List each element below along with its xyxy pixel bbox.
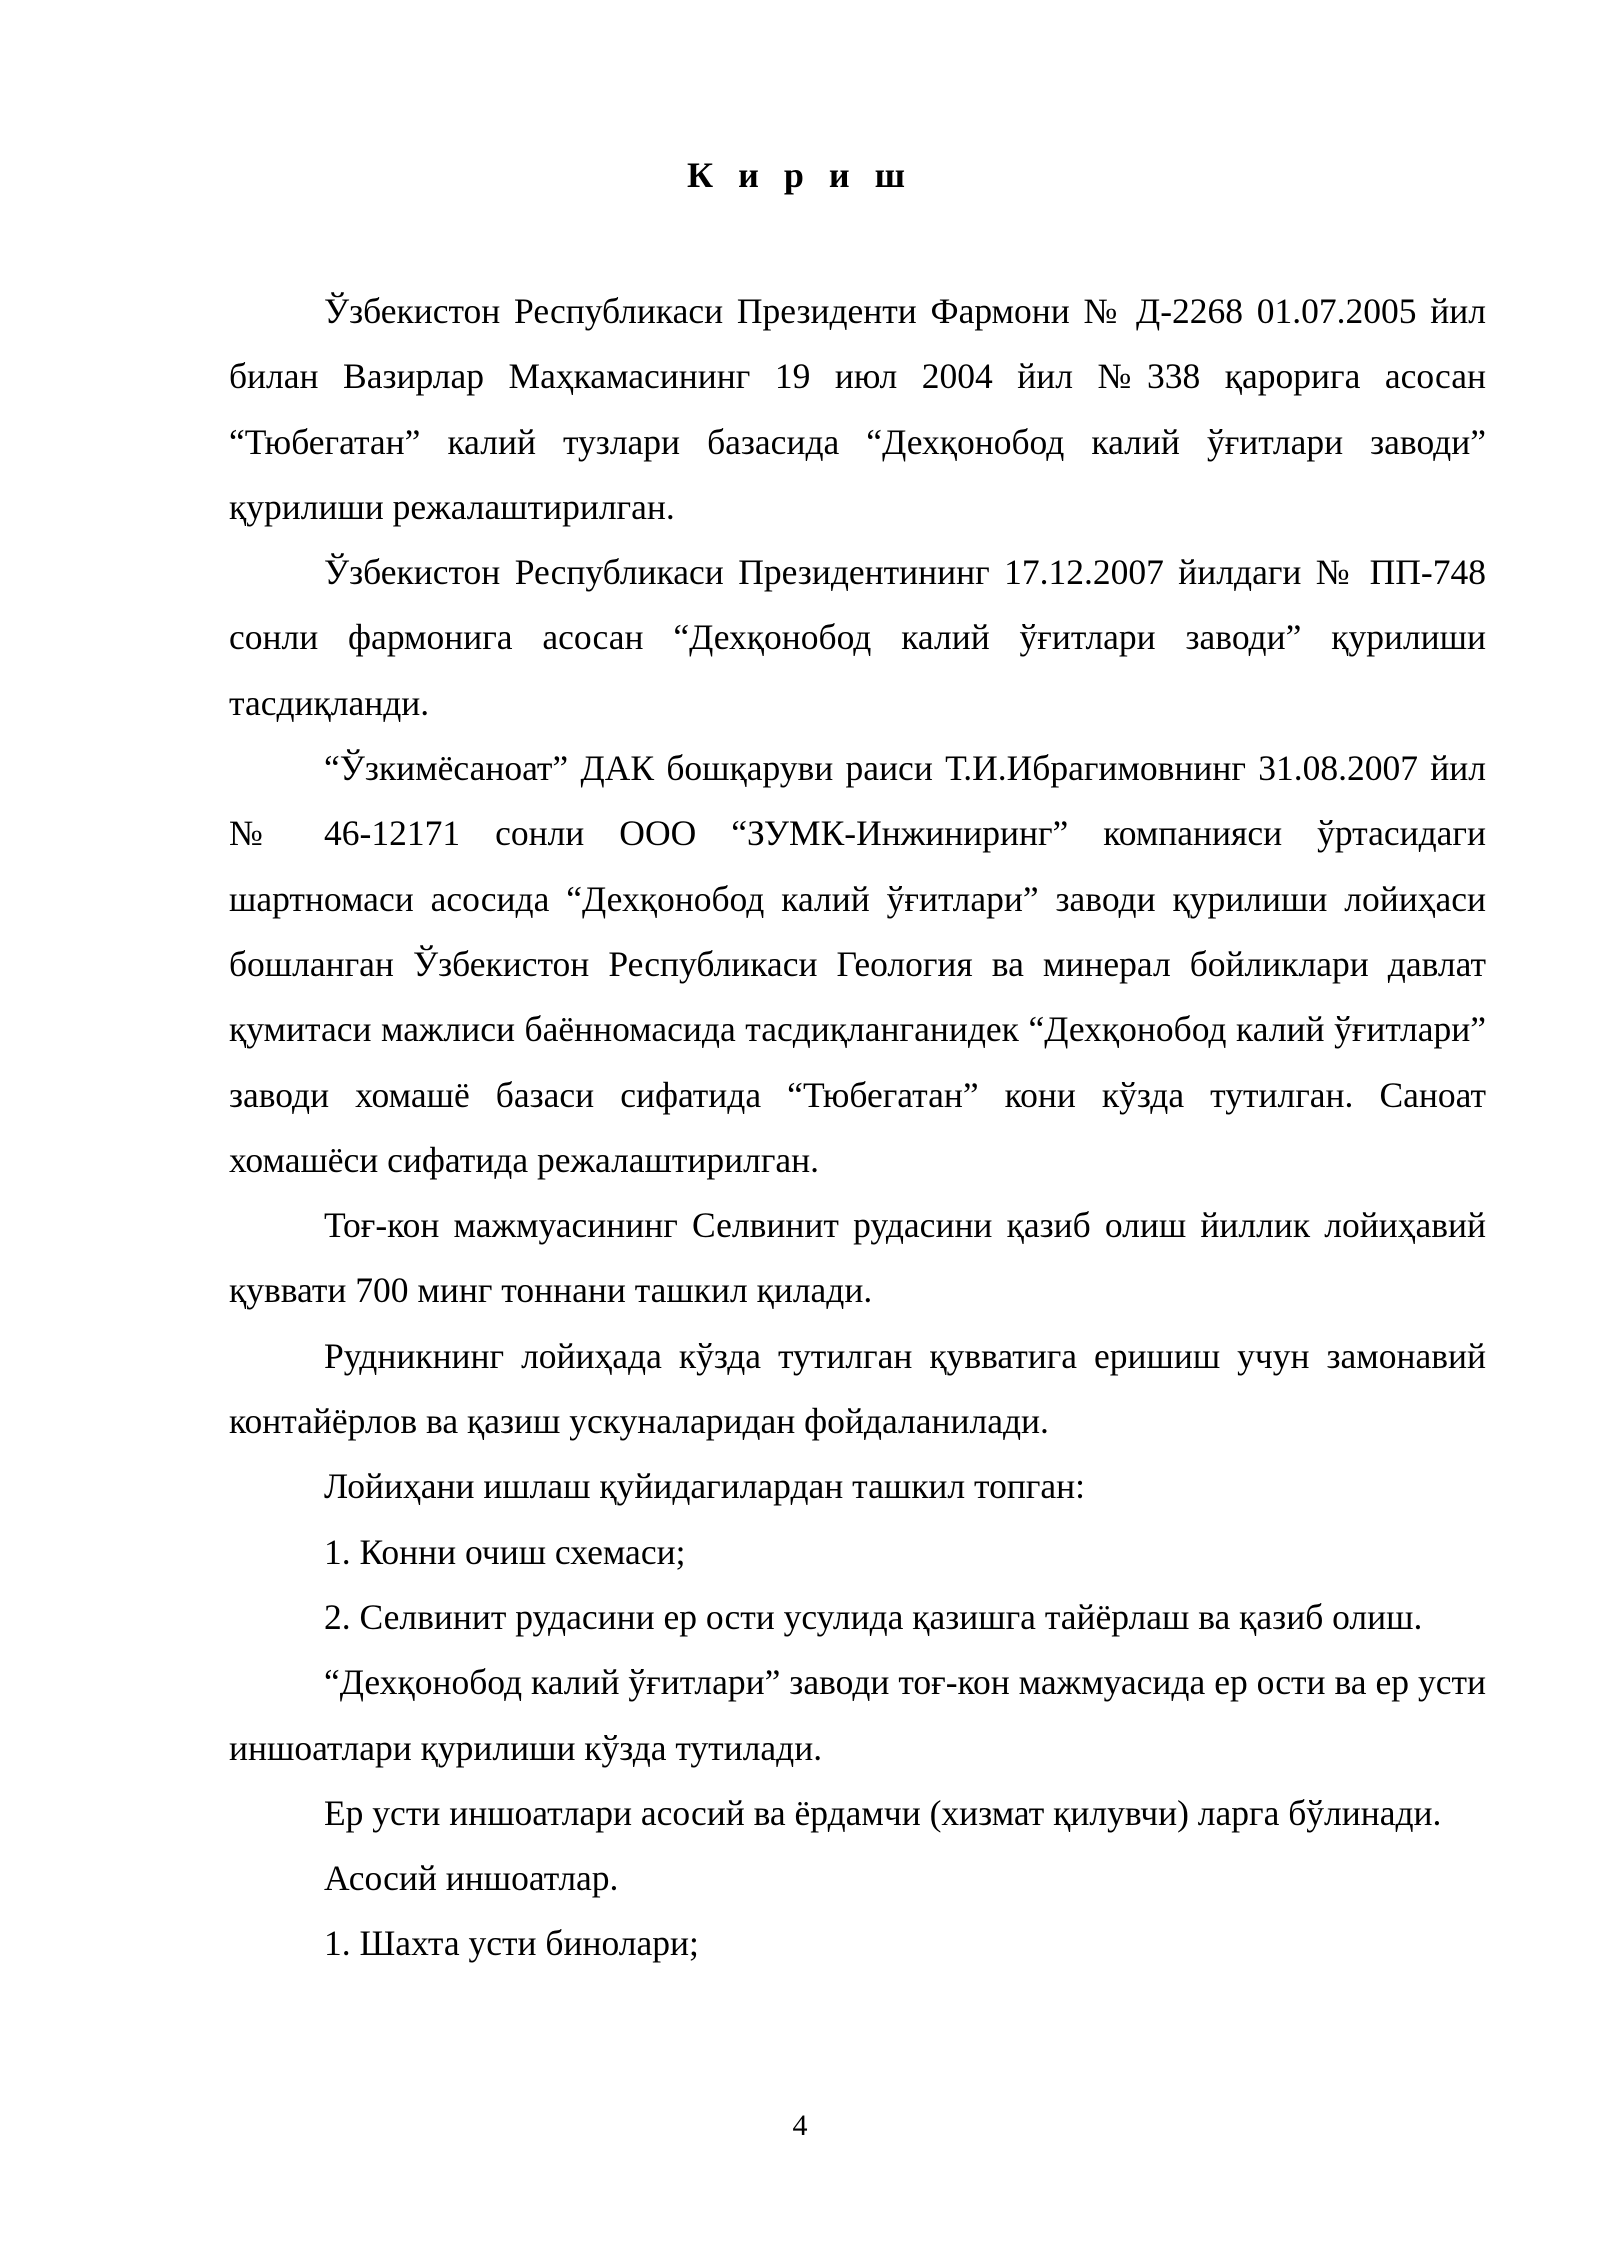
list-item-2: 2. Селвинит рудасини ер ости усулида қазишга тайёрлаш ва қазиб олиш. bbox=[324, 1596, 1423, 1637]
paragraph-main-facilities: Асосий иншоатлар. bbox=[324, 1858, 619, 1899]
document-body bbox=[229, 279, 1486, 1977]
paragraph-surface-facilities: Ер усти иншоатлари асосий ва ёрдамчи (хизмат қилувчи) ларга бўлинади. bbox=[324, 1792, 1442, 1833]
list-item-shaft-buildings: 1. Шахта усти бинолари; bbox=[324, 1923, 699, 1964]
paragraph-equipment: Рудникнинг лойиҳада кўзда тутилган қувватига еришиш учун замонавий контайёрлов ва қазиш ускуналаридан фойдаланилади. bbox=[229, 1335, 1486, 1442]
paragraph-project-intro: Лойиҳани ишлаш қуйидагилардан ташкил топган: bbox=[324, 1466, 1085, 1507]
page-title: К и р и ш bbox=[686, 155, 913, 195]
paragraph-facilities: “Дехқонобод калий ўғитлари” заводи тоғ-кон мажмуасида ер ости ва ер усти иншоатлари қурилиши кўзда тутилади. bbox=[229, 1662, 1486, 1768]
paragraph-uzkimyosanoat: “Ўзкимёсаноат” ДАК бошқаруви раиси Т.И.Ибрагимовнинг 31.08.2007 йил № 46-12171 сонли ООО “ЗУМК-Инжиниринг” компанияси ўртасидаги шартномаси асосида “Дехқонобод калий ўғитлари” заводи қурилиши лойиҳаси бошланган Ўзбекистон Республикаси Геология ва минерал бойликлари давлат қумитаси мажлиси баённомасида тасдиқланганидек “Дехқонобод калий ўғитлари” заводи хомашё базаси сифатида “Тюбегатан” кони кўзда тутилган. Саноат хомашёси сифатида режалаштирилган. bbox=[229, 748, 1486, 1180]
page-number: 4 bbox=[792, 2109, 808, 2142]
paragraph-capacity: Тоғ-кон мажмуасининг Селвинит рудасини қазиб олиш йиллик лойиҳавий қуввати 700 минг тоннани ташкил қилади. bbox=[229, 1205, 1486, 1311]
paragraph-decree-pp748: Ўзбекистон Республикаси Президентининг 17.12.2007 йилдаги № ПП-748 сонли фармонига асосан “Дехқонобод калий ўғитлари заводи” қурилиши тасдиқланди. bbox=[229, 552, 1486, 723]
paragraph-decree-2268: Ўзбекистон Республикаси Президенти Фармони № Д-2268 01.07.2005 йил билан Вазирлар Маҳкамасининг 19 июл 2004 йил №338 қарорига асосан “Тюбегатан” калий тузлари базасида “Дехқонобод калий ўғитлари заводи” қурилиши режалаштирилган. bbox=[229, 291, 1486, 527]
list-item-1: 1. Конни очиш схемаси; bbox=[324, 1531, 686, 1572]
